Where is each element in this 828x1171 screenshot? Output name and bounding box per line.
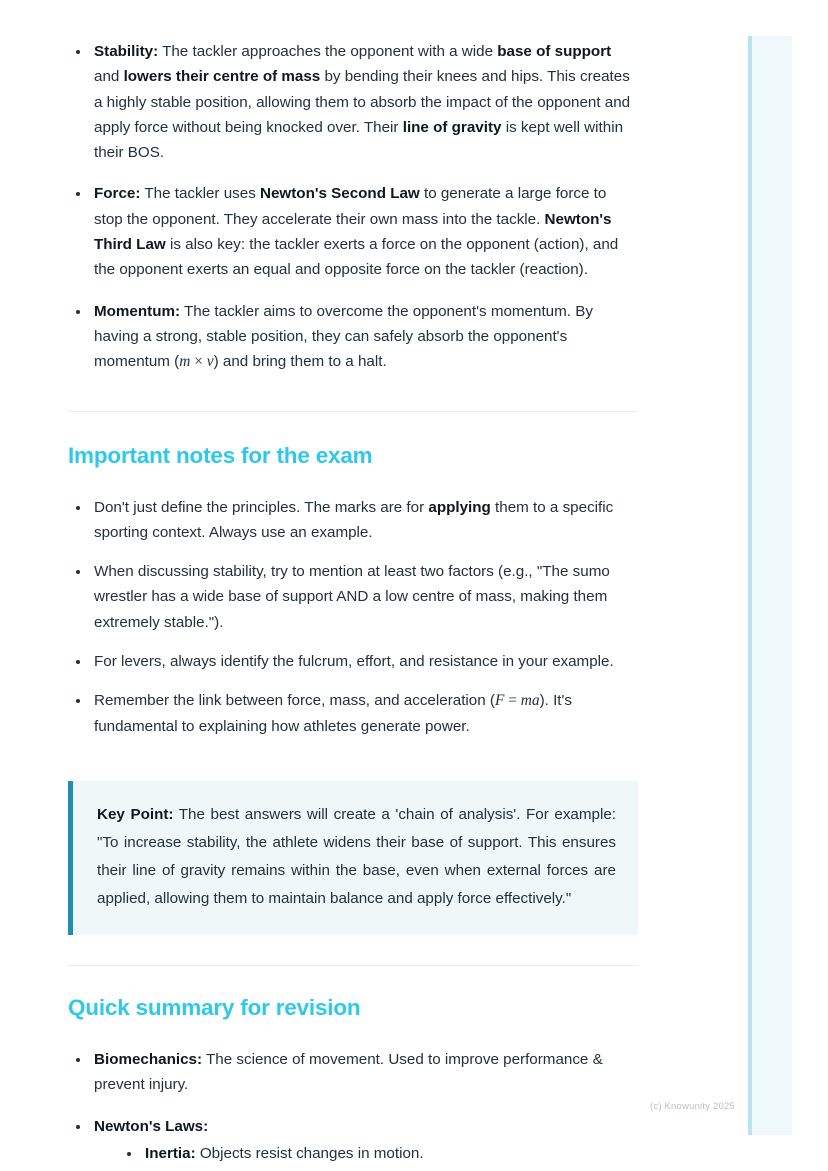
- bullet-text: The tackler uses: [140, 185, 261, 203]
- list-item: [68, 495, 638, 546]
- bullet-lead-label: Inertia:: [145, 1144, 196, 1162]
- list-item: [68, 688, 638, 739]
- bullet-text: The tackler aims to overcome the opponent's momentum. By having a strong, stable position, they can safely absorb the opponent's momentum (: [94, 302, 593, 371]
- list-item: [68, 1114, 638, 1167]
- bullet-emphasis: Newton's Third Law: [94, 210, 612, 254]
- bullet-emphasis: applying: [428, 498, 491, 516]
- key-point-callout: [68, 781, 638, 935]
- list-item: [68, 39, 638, 165]
- bullet-lead-label: Newton's Laws:: [94, 1117, 209, 1135]
- bullet-text: ). It's fundamental to explaining how athletes generate power.: [94, 692, 573, 735]
- bullet-text: For levers, always identify the fulcrum, effort, and resistance in your example.: [94, 653, 614, 671]
- inline-formula: F = ma: [494, 692, 540, 710]
- bullet-lead-label: Momentum:: [94, 302, 181, 320]
- right-edge-accent-line: [748, 36, 752, 1135]
- bullet-text: ) and bring them to a halt.: [213, 353, 387, 371]
- copyright-watermark: (c) Knowunity 2025: [650, 1101, 735, 1112]
- nested-list: [119, 1141, 638, 1166]
- document-content: [68, 0, 638, 1166]
- key-point-label: Key Point:: [97, 805, 174, 823]
- bullet-text: Remember the link between force, mass, and acceleration (: [94, 692, 495, 710]
- bullet-text: When discussing stability, try to mention at least two factors (e.g., "The sumo wrestler has a wide base of support AND a low centre of mass, making them extremely stable.").: [94, 563, 610, 631]
- sub-list-wrapper: [94, 1141, 638, 1166]
- bullet-text: The tackler approaches the opponent with a wide: [158, 43, 498, 60]
- bullet-text: by bending their knees and hips. This creates a highly stable position, allowing them to absorb the impact of the opponent and apply force without being knocked over. Their: [94, 68, 631, 136]
- bullet-emphasis: Newton's Second Law: [260, 185, 420, 203]
- page-title-exam-notes: Important notes for the exam: [68, 442, 373, 468]
- bullet-text: to generate a large force to stop the opponent. They accelerate their own mass into the tackle.: [94, 185, 607, 228]
- bullet-text: them to a specific sporting context. Always use an example.: [94, 498, 614, 541]
- key-point-text: [97, 801, 616, 913]
- nested-list-item: [119, 1141, 638, 1166]
- list-item: [68, 1047, 638, 1098]
- bullet-lead-label: Force:: [94, 185, 141, 203]
- bullet-emphasis: line of gravity: [402, 118, 502, 136]
- quick-summary-list: [68, 1047, 638, 1166]
- page-title-quick-summary: Quick summary for revision: [68, 994, 361, 1020]
- list-item: [68, 299, 638, 375]
- list-item: [68, 181, 638, 282]
- bullet-emphasis: lowers their centre of mass: [123, 68, 321, 86]
- biomechanics-principles-list: [68, 39, 638, 375]
- list-item: [68, 559, 638, 635]
- bullet-lead-label: Biomechanics:: [94, 1050, 203, 1068]
- bullet-text: is kept well within their BOS.: [94, 118, 624, 162]
- inline-formula: m × v: [179, 353, 214, 371]
- exam-notes-list: [68, 495, 638, 739]
- bullet-text: The science of movement. Used to improve performance & prevent injury.: [94, 1050, 603, 1094]
- bullet-emphasis: base of support: [497, 43, 612, 60]
- bullet-text: is also key: the tackler exerts a force on the opponent (action), and the opponent exerts an equal and opposite force on the tackler (reaction).: [94, 236, 619, 279]
- bullet-text: Objects resist changes in motion.: [195, 1144, 424, 1162]
- bullet-text: Don't just define the principles. The marks are for: [94, 498, 429, 516]
- key-point-body: The best answers will create a 'chain of analysis'. For example: "To increase stability, the athlete widens their base of support. This ensures their line of gravity remains within the base, even when external forces are applied, allowing them to maintain balance and apply force effectively.": [97, 805, 616, 907]
- bullet-lead-label: Stability:: [94, 43, 159, 60]
- bullet-text: and: [94, 68, 124, 86]
- right-edge-panel: [748, 36, 792, 1135]
- list-item: [68, 649, 638, 674]
